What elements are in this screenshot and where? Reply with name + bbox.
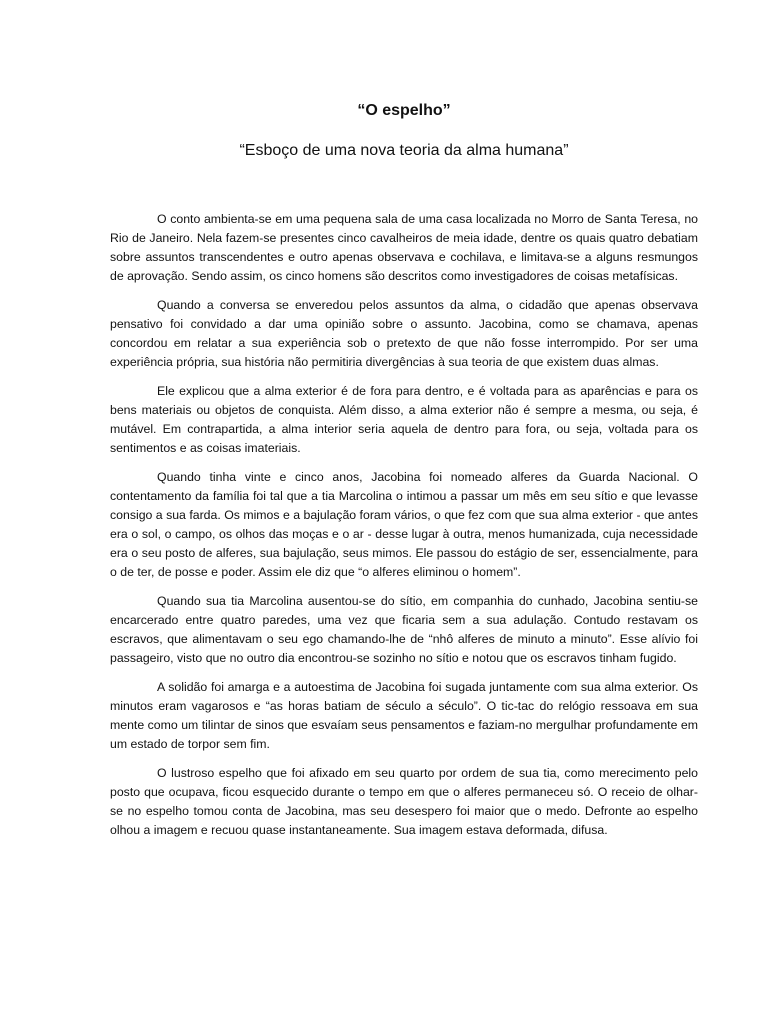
paragraph-4: Quando tinha vinte e cinco anos, Jacobina foi nomeado alferes da Guarda Nacional. O contentamento da família foi tal que a tia Marcolina o intimou a passar um mês em seu sítio e que levasse consigo a sua farda. Os mimos e a bajulação foram vários, o que fez com que sua alma exterior - que antes era o sol, o campo, os olhos das moças e o ar - desse lugar à outra, menos humanizada, cuja necessidade era o seu posto de alferes, sua bajulação, seus mimos. Ele passou do estágio de ser, essencialmente, para o de ter, de posse e poder. Assim ele diz que “o alferes eliminou o homem”. [110, 470, 698, 579]
paragraph-6: A solidão foi amarga e a autoestima de Jacobina foi sugada juntamente com sua alma exterior. Os minutos eram vagarosos e “as horas batiam de século a século”. O tic-tac do relógio ressoava em sua mente como um tilintar de sinos que esvaíam seus pensamentos e faziam-no mergulhar profundamente em um estado de torpor sem fim. [110, 680, 698, 751]
document-body [110, 210, 698, 840]
paragraph-7: O lustroso espelho que foi afixado em seu quarto por ordem de sua tia, como merecimento pelo posto que ocupava, ficou esquecido durante o tempo em que o alferes permaneceu só. O receio de olhar-se no espelho tomou conta de Jacobina, mas seu desespero foi maior que o medo. Defronte ao espelho olhou a imagem e recuou quase instantaneamente. Sua imagem estava deformada, difusa. [110, 766, 698, 837]
document-page [110, 100, 698, 850]
document-subtitle: “Esboço de uma nova teoria da alma humana” [239, 142, 569, 159]
document-title: “O espelho” [357, 102, 451, 119]
paragraph-2: Quando a conversa se enveredou pelos assuntos da alma, o cidadão que apenas observava pensativo foi convidado a dar uma opinião sobre o assunto. Jacobina, como se chamava, apenas concordou em relatar a sua experiência sob o pretexto de que não fosse interrompido. Por ser uma experiência própria, sua história não permitiria divergências à sua teoria de que existem duas almas. [110, 298, 698, 369]
paragraph-3: Ele explicou que a alma exterior é de fora para dentro, e é voltada para as aparências e para os bens materiais ou objetos de conquista. Além disso, a alma exterior não é sempre a mesma, ou seja, é mutável. Em contrapartida, a alma interior seria aquela de dentro para fora, ou seja, voltada para os sentimentos e as coisas imateriais. [110, 384, 698, 455]
paragraph-1: O conto ambienta-se em uma pequena sala de uma casa localizada no Morro de Santa Teresa, no Rio de Janeiro. Nela fazem-se presentes cinco cavalheiros de meia idade, dentre os quais quatro debatiam sobre assuntos transcendentes e outro apenas observava e cochilava, e limitava-se a alguns resmungos de aprovação. Sendo assim, os cinco homens são descritos como investigadores de coisas metafísicas. [110, 212, 698, 283]
paragraph-5: Quando sua tia Marcolina ausentou-se do sítio, em companhia do cunhado, Jacobina sentiu-se encarcerado entre quatro paredes, uma vez que ficaria sem a sua adulação. Contudo restavam os escravos, que alimentavam o seu ego chamando-lhe de “nhô alferes de minuto a minuto”. Esse alívio foi passageiro, visto que no outro dia encontrou-se sozinho no sítio e notou que os escravos tinham fugido. [110, 594, 698, 665]
